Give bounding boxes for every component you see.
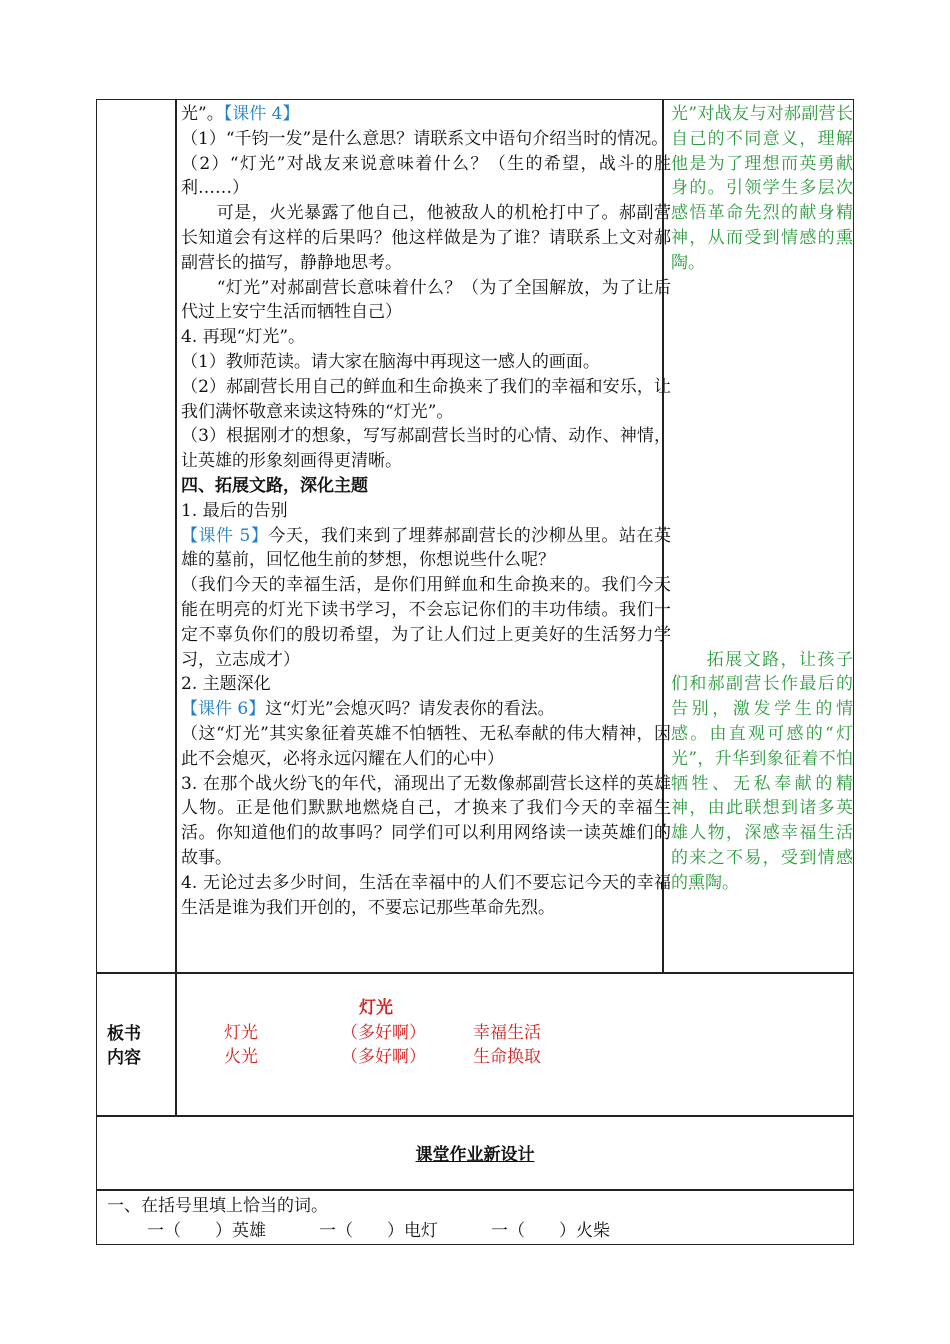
content-paragraph: （这“灯光”其实象征着英雄不怕牺牲、无私奉献的伟大精神，因此不会熄灭，必将永远闪耀在人们的心中） — [181, 723, 671, 769]
content-paragraph: 4. 无论过去多少时间，生活在幸福中的人们不要忘记今天的幸福生活是谁为我们开创的，不要忘记那些革命先烈。 — [181, 872, 671, 918]
homework-question-1: 一、在括号里填上恰当的词。 — [107, 1196, 328, 1216]
row-divider-2 — [97, 1115, 853, 1117]
content-paragraph: 2. 主题深化 — [181, 674, 271, 695]
note-spacer — [671, 276, 853, 648]
homework-blank-1: 一（ ）英雄 — [147, 1221, 266, 1241]
board-row2-left: 火光 — [224, 1047, 258, 1067]
content-paragraph: （1）教师范读。请大家在脑海中再现这一感人的画面。 — [181, 351, 600, 372]
teaching-process-content — [181, 102, 671, 920]
design-note-1: 光”对战友与对郝副营长自己的不同意义，理解他是为了理想而英勇献身的。引领学生多层次感悟革命先烈的献身精神，从而受到情感的熏陶。 — [671, 104, 853, 273]
content-paragraph: 四、拓展文路，深化主题 — [181, 475, 368, 496]
content-paragraph: （2）“灯光”对战友来说意味着什么？（生的希望，战斗的胜利……） — [181, 153, 671, 199]
content-text: 光”。 — [181, 104, 224, 124]
content-paragraph: 3. 在那个战火纷飞的年代，涌现出了无数像郝副营长这样的英雄人物。正是他们默默地燃烧自己，才换来了我们今天的幸福生活。你知道他们的故事吗？同学们可以利用网络读一读英雄们的故事。 — [181, 773, 671, 868]
lesson-plan-table — [96, 99, 854, 1245]
row-divider-1 — [97, 972, 853, 974]
board-label — [107, 1022, 167, 1070]
content-paragraph: （1）“千钧一发”是什么意思？请联系文中语句介绍当时的情况。 — [181, 128, 669, 149]
content-paragraph — [181, 102, 671, 127]
row-divider-3 — [97, 1189, 853, 1191]
courseware-tag: 【课件 6】 — [181, 699, 266, 720]
homework-title: 课堂作业新设计 — [415, 1145, 535, 1165]
content-text: 这“灯光”会熄灭吗？请发表你的看法。 — [265, 699, 555, 720]
homework-blank-2: 一（ ）电灯 — [319, 1221, 438, 1241]
content-paragraph: 4. 再现“灯光”。 — [181, 327, 306, 348]
design-note-2: 拓展文路，让孩子们和郝副营长作最后的告别，激发学生的情感。由直观可感的“灯光”，升华到象征着不怕牺牲、无私奉献的精神，由此联想到诸多英雄人物，深感幸福生活的来之不易，受到情感的熏陶。 — [671, 649, 853, 893]
content-paragraph — [181, 524, 671, 574]
board-row2-middle: （多好啊） — [341, 1047, 426, 1067]
content-paragraph: “灯光”对郝副营长意味着什么？（为了全国解放，为了让后代过上安宁生活而牺牲自己） — [181, 277, 671, 323]
board-label-line1: 板书 — [107, 1024, 141, 1044]
content-paragraph — [181, 697, 671, 722]
content-paragraph: （我们今天的幸福生活，是你们用鲜血和生命换来的。我们今天能在明亮的灯光下读书学习，不会忘记你们的丰功伟绩。我们一定不辜负你们的殷切希望，为了让人们过上更美好的生活努力学习，立志成才） — [181, 575, 671, 670]
content-paragraph: 可是，火光暴露了他自己，他被敌人的机枪打中了。郝副营长知道会有这样的后果吗？他这样做是为了谁？请联系上文对郝副营长的描写，静静地思考。 — [181, 203, 671, 273]
design-intent-notes — [671, 102, 853, 896]
board-row1-middle: （多好啊） — [341, 1023, 426, 1043]
board-row1-left: 灯光 — [224, 1023, 258, 1043]
board-row1-right: 幸福生活 — [473, 1023, 541, 1043]
board-row2-right: 生命换取 — [473, 1047, 541, 1067]
homework-blank-3: 一（ ）火柴 — [491, 1221, 610, 1241]
courseware-tag: 【课件 5】 — [181, 525, 269, 546]
board-label-line2: 内容 — [107, 1048, 141, 1068]
board-title: 灯光 — [359, 998, 393, 1018]
content-paragraph: 1. 最后的告别 — [181, 500, 288, 521]
col-divider-left — [175, 100, 177, 1116]
content-paragraph: （3）根据刚才的想象，写写郝副营长当时的心情、动作、神情，让英雄的形象刻画得更清晰。 — [181, 426, 671, 472]
content-paragraph: （2）郝副营长用自己的鲜血和生命换来了我们的幸福和安乐，让我们满怀敬意来读这特殊的“灯光”。 — [181, 376, 671, 422]
courseware-tag: 【课件 4】 — [223, 104, 300, 124]
content-text: 今天，我们来到了埋葬郝副营长的沙柳丛里。站在英雄的墓前，回忆他生前的梦想，你想说些什么呢？ — [181, 525, 671, 571]
